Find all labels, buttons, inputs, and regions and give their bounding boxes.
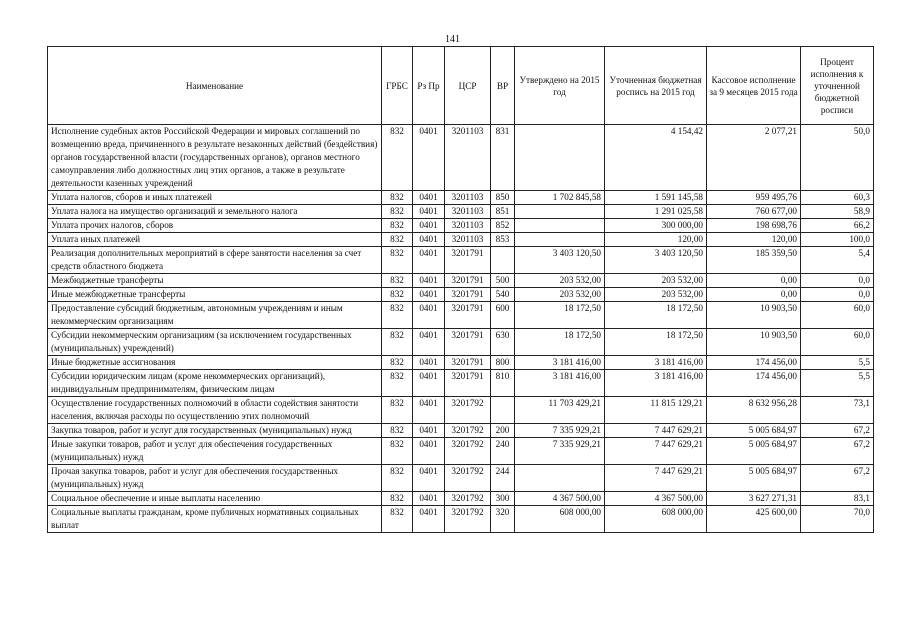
cell-name: Реализация дополнительных мероприятий в сфере занятости населения за счет средств областного бюджета bbox=[48, 247, 382, 274]
col-header-rzpr: Рз Пр bbox=[413, 47, 445, 125]
cell-cash: 174 456,00 bbox=[707, 356, 801, 370]
cell-percent: 67,2 bbox=[801, 438, 874, 465]
cell-percent: 5,4 bbox=[801, 247, 874, 274]
cell-rzpr: 0401 bbox=[413, 205, 445, 219]
cell-vr: 630 bbox=[491, 329, 515, 356]
cell-csr: 3201791 bbox=[445, 274, 491, 288]
cell-cash: 10 903,50 bbox=[707, 329, 801, 356]
table-row bbox=[48, 397, 874, 424]
cell-grbs: 832 bbox=[382, 219, 413, 233]
cell-approved bbox=[515, 219, 605, 233]
cell-refined: 203 532,00 bbox=[605, 288, 707, 302]
cell-csr: 3201792 bbox=[445, 397, 491, 424]
cell-approved: 3 181 416,00 bbox=[515, 356, 605, 370]
cell-name: Социальное обеспечение и иные выплаты населению bbox=[48, 492, 382, 506]
cell-percent: 0,0 bbox=[801, 274, 874, 288]
cell-name: Исполнение судебных актов Российской Федерации и мировых соглашений по возмещению вреда, причиненного в результате незаконных действий (бездействия) органов государственной власти (государственных органов), органов местного самоуправления либо должностных лиц этих органов, а также в результате деятельности казенных учреждений bbox=[48, 125, 382, 191]
cell-approved bbox=[515, 465, 605, 492]
cell-grbs: 832 bbox=[382, 205, 413, 219]
cell-csr: 3201791 bbox=[445, 302, 491, 329]
cell-vr: 810 bbox=[491, 370, 515, 397]
cell-refined: 1 291 025,58 bbox=[605, 205, 707, 219]
cell-rzpr: 0401 bbox=[413, 219, 445, 233]
cell-csr: 3201791 bbox=[445, 247, 491, 274]
cell-percent: 66,2 bbox=[801, 219, 874, 233]
cell-cash: 0,00 bbox=[707, 288, 801, 302]
cell-rzpr: 0401 bbox=[413, 125, 445, 191]
cell-grbs: 832 bbox=[382, 492, 413, 506]
cell-approved: 3 403 120,50 bbox=[515, 247, 605, 274]
cell-vr: 852 bbox=[491, 219, 515, 233]
cell-vr: 800 bbox=[491, 356, 515, 370]
cell-approved: 7 335 929,21 bbox=[515, 424, 605, 438]
cell-csr: 3201103 bbox=[445, 205, 491, 219]
cell-grbs: 832 bbox=[382, 397, 413, 424]
cell-percent: 67,2 bbox=[801, 465, 874, 492]
cell-percent: 100,0 bbox=[801, 233, 874, 247]
col-header-percent: Процент исполнения к уточненной бюджетной росписи bbox=[801, 47, 874, 125]
cell-name: Уплата прочих налогов, сборов bbox=[48, 219, 382, 233]
cell-name: Уплата иных платежей bbox=[48, 233, 382, 247]
cell-refined: 120,00 bbox=[605, 233, 707, 247]
col-header-vr: ВР bbox=[491, 47, 515, 125]
cell-name: Субсидии некоммерческим организациям (за исключением государственных (муниципальных) учреждений) bbox=[48, 329, 382, 356]
cell-name: Закупка товаров, работ и услуг для государственных (муниципальных) нужд bbox=[48, 424, 382, 438]
table-row bbox=[48, 274, 874, 288]
cell-percent: 60,0 bbox=[801, 329, 874, 356]
col-header-csr: ЦСР bbox=[445, 47, 491, 125]
cell-approved bbox=[515, 205, 605, 219]
col-header-name: Наименование bbox=[48, 47, 382, 125]
cell-percent: 83,1 bbox=[801, 492, 874, 506]
cell-grbs: 832 bbox=[382, 370, 413, 397]
cell-approved: 203 532,00 bbox=[515, 274, 605, 288]
cell-rzpr: 0401 bbox=[413, 302, 445, 329]
cell-name: Иные межбюджетные трансферты bbox=[48, 288, 382, 302]
cell-cash: 0,00 bbox=[707, 274, 801, 288]
cell-cash: 174 456,00 bbox=[707, 370, 801, 397]
cell-cash: 5 005 684,97 bbox=[707, 438, 801, 465]
cell-cash: 120,00 bbox=[707, 233, 801, 247]
cell-rzpr: 0401 bbox=[413, 424, 445, 438]
cell-csr: 3201792 bbox=[445, 424, 491, 438]
cell-vr: 853 bbox=[491, 233, 515, 247]
cell-vr: 300 bbox=[491, 492, 515, 506]
cell-grbs: 832 bbox=[382, 302, 413, 329]
cell-vr: 320 bbox=[491, 506, 515, 533]
table-row bbox=[48, 424, 874, 438]
col-header-grbs: ГРБС bbox=[382, 47, 413, 125]
budget-table bbox=[47, 46, 874, 533]
cell-refined: 11 815 129,21 bbox=[605, 397, 707, 424]
cell-approved: 608 000,00 bbox=[515, 506, 605, 533]
cell-cash: 198 698,76 bbox=[707, 219, 801, 233]
cell-rzpr: 0401 bbox=[413, 247, 445, 274]
cell-rzpr: 0401 bbox=[413, 465, 445, 492]
cell-refined: 7 447 629,21 bbox=[605, 424, 707, 438]
cell-refined: 3 181 416,00 bbox=[605, 356, 707, 370]
cell-approved: 18 172,50 bbox=[515, 329, 605, 356]
table-row bbox=[48, 247, 874, 274]
cell-vr: 850 bbox=[491, 191, 515, 205]
cell-csr: 3201791 bbox=[445, 356, 491, 370]
cell-percent: 60,0 bbox=[801, 302, 874, 329]
cell-vr: 200 bbox=[491, 424, 515, 438]
cell-cash: 8 632 956,28 bbox=[707, 397, 801, 424]
cell-grbs: 832 bbox=[382, 233, 413, 247]
cell-name: Уплата налога на имущество организаций и земельного налога bbox=[48, 205, 382, 219]
table-row bbox=[48, 219, 874, 233]
cell-grbs: 832 bbox=[382, 329, 413, 356]
cell-grbs: 832 bbox=[382, 125, 413, 191]
cell-refined: 300 000,00 bbox=[605, 219, 707, 233]
cell-cash: 959 495,76 bbox=[707, 191, 801, 205]
col-header-approved: Утверждено на 2015 год bbox=[515, 47, 605, 125]
cell-cash: 3 627 271,31 bbox=[707, 492, 801, 506]
cell-approved: 11 703 429,21 bbox=[515, 397, 605, 424]
cell-vr: 500 bbox=[491, 274, 515, 288]
cell-percent: 60,3 bbox=[801, 191, 874, 205]
cell-rzpr: 0401 bbox=[413, 397, 445, 424]
cell-refined: 18 172,50 bbox=[605, 302, 707, 329]
cell-cash: 10 903,50 bbox=[707, 302, 801, 329]
cell-name: Социальные выплаты гражданам, кроме публичных нормативных социальных выплат bbox=[48, 506, 382, 533]
cell-refined: 203 532,00 bbox=[605, 274, 707, 288]
cell-name: Субсидии юридическим лицам (кроме некоммерческих организаций), индивидуальным предпринимателям, физическим лицам bbox=[48, 370, 382, 397]
cell-grbs: 832 bbox=[382, 191, 413, 205]
table-row bbox=[48, 492, 874, 506]
cell-cash: 5 005 684,97 bbox=[707, 424, 801, 438]
cell-grbs: 832 bbox=[382, 465, 413, 492]
cell-cash: 2 077,21 bbox=[707, 125, 801, 191]
cell-rzpr: 0401 bbox=[413, 233, 445, 247]
cell-csr: 3201792 bbox=[445, 492, 491, 506]
table-row bbox=[48, 506, 874, 533]
cell-refined: 7 447 629,21 bbox=[605, 438, 707, 465]
cell-refined: 7 447 629,21 bbox=[605, 465, 707, 492]
cell-percent: 58,9 bbox=[801, 205, 874, 219]
cell-approved bbox=[515, 233, 605, 247]
table-row bbox=[48, 288, 874, 302]
cell-vr bbox=[491, 247, 515, 274]
cell-percent: 50,0 bbox=[801, 125, 874, 191]
cell-grbs: 832 bbox=[382, 438, 413, 465]
cell-rzpr: 0401 bbox=[413, 492, 445, 506]
cell-approved: 1 702 845,58 bbox=[515, 191, 605, 205]
cell-csr: 3201792 bbox=[445, 438, 491, 465]
cell-name: Предоставление субсидий бюджетным, автономным учреждениям и иным некоммерческим организациям bbox=[48, 302, 382, 329]
cell-grbs: 832 bbox=[382, 274, 413, 288]
cell-refined: 18 172,50 bbox=[605, 329, 707, 356]
cell-name: Уплата налогов, сборов и иных платежей bbox=[48, 191, 382, 205]
cell-approved: 7 335 929,21 bbox=[515, 438, 605, 465]
cell-csr: 3201103 bbox=[445, 233, 491, 247]
cell-rzpr: 0401 bbox=[413, 191, 445, 205]
cell-rzpr: 0401 bbox=[413, 329, 445, 356]
cell-percent: 67,2 bbox=[801, 424, 874, 438]
cell-rzpr: 0401 bbox=[413, 288, 445, 302]
cell-rzpr: 0401 bbox=[413, 274, 445, 288]
cell-name: Межбюджетные трансферты bbox=[48, 274, 382, 288]
table-row bbox=[48, 438, 874, 465]
cell-vr: 851 bbox=[491, 205, 515, 219]
cell-cash: 185 359,50 bbox=[707, 247, 801, 274]
cell-refined: 608 000,00 bbox=[605, 506, 707, 533]
cell-vr: 540 bbox=[491, 288, 515, 302]
cell-name: Иные бюджетные ассигнования bbox=[48, 356, 382, 370]
cell-refined: 4 367 500,00 bbox=[605, 492, 707, 506]
cell-approved: 203 532,00 bbox=[515, 288, 605, 302]
cell-cash: 5 005 684,97 bbox=[707, 465, 801, 492]
table-row bbox=[48, 125, 874, 191]
cell-rzpr: 0401 bbox=[413, 356, 445, 370]
col-header-refined: Уточненная бюджетная роспись на 2015 год bbox=[605, 47, 707, 125]
cell-refined: 3 181 416,00 bbox=[605, 370, 707, 397]
cell-percent: 5,5 bbox=[801, 370, 874, 397]
table-row bbox=[48, 205, 874, 219]
cell-percent: 5,5 bbox=[801, 356, 874, 370]
table-row bbox=[48, 356, 874, 370]
cell-approved: 18 172,50 bbox=[515, 302, 605, 329]
cell-percent: 0,0 bbox=[801, 288, 874, 302]
cell-vr bbox=[491, 397, 515, 424]
cell-csr: 3201103 bbox=[445, 125, 491, 191]
cell-name: Иные закупки товаров, работ и услуг для обеспечения государственных (муниципальных) нужд bbox=[48, 438, 382, 465]
cell-percent: 70,0 bbox=[801, 506, 874, 533]
cell-approved: 3 181 416,00 bbox=[515, 370, 605, 397]
table-row bbox=[48, 191, 874, 205]
table-row bbox=[48, 302, 874, 329]
cell-grbs: 832 bbox=[382, 506, 413, 533]
cell-approved: 4 367 500,00 bbox=[515, 492, 605, 506]
cell-name: Осуществление государственных полномочий в области содействия занятости населения, включая расходы по осуществлению этих полномочий bbox=[48, 397, 382, 424]
cell-vr: 240 bbox=[491, 438, 515, 465]
cell-grbs: 832 bbox=[382, 356, 413, 370]
table-row bbox=[48, 370, 874, 397]
header-row bbox=[48, 47, 874, 125]
table-row bbox=[48, 329, 874, 356]
col-header-cash: Кассовое исполнение за 9 месяцев 2015 года bbox=[707, 47, 801, 125]
cell-csr: 3201103 bbox=[445, 219, 491, 233]
cell-grbs: 832 bbox=[382, 288, 413, 302]
cell-vr: 600 bbox=[491, 302, 515, 329]
cell-rzpr: 0401 bbox=[413, 438, 445, 465]
cell-refined: 4 154,42 bbox=[605, 125, 707, 191]
page-number: 141 bbox=[445, 34, 460, 45]
cell-csr: 3201103 bbox=[445, 191, 491, 205]
cell-vr: 831 bbox=[491, 125, 515, 191]
cell-csr: 3201792 bbox=[445, 506, 491, 533]
cell-grbs: 832 bbox=[382, 247, 413, 274]
cell-grbs: 832 bbox=[382, 424, 413, 438]
cell-rzpr: 0401 bbox=[413, 506, 445, 533]
cell-approved bbox=[515, 125, 605, 191]
cell-csr: 3201791 bbox=[445, 370, 491, 397]
cell-rzpr: 0401 bbox=[413, 370, 445, 397]
cell-csr: 3201791 bbox=[445, 329, 491, 356]
cell-name: Прочая закупка товаров, работ и услуг для обеспечения государственных (муниципальных) нужд bbox=[48, 465, 382, 492]
cell-refined: 3 403 120,50 bbox=[605, 247, 707, 274]
cell-refined: 1 591 145,58 bbox=[605, 191, 707, 205]
cell-csr: 3201792 bbox=[445, 465, 491, 492]
table-row bbox=[48, 233, 874, 247]
cell-cash: 760 677,00 bbox=[707, 205, 801, 219]
table-row bbox=[48, 465, 874, 492]
cell-cash: 425 600,00 bbox=[707, 506, 801, 533]
cell-percent: 73,1 bbox=[801, 397, 874, 424]
cell-vr: 244 bbox=[491, 465, 515, 492]
cell-csr: 3201791 bbox=[445, 288, 491, 302]
